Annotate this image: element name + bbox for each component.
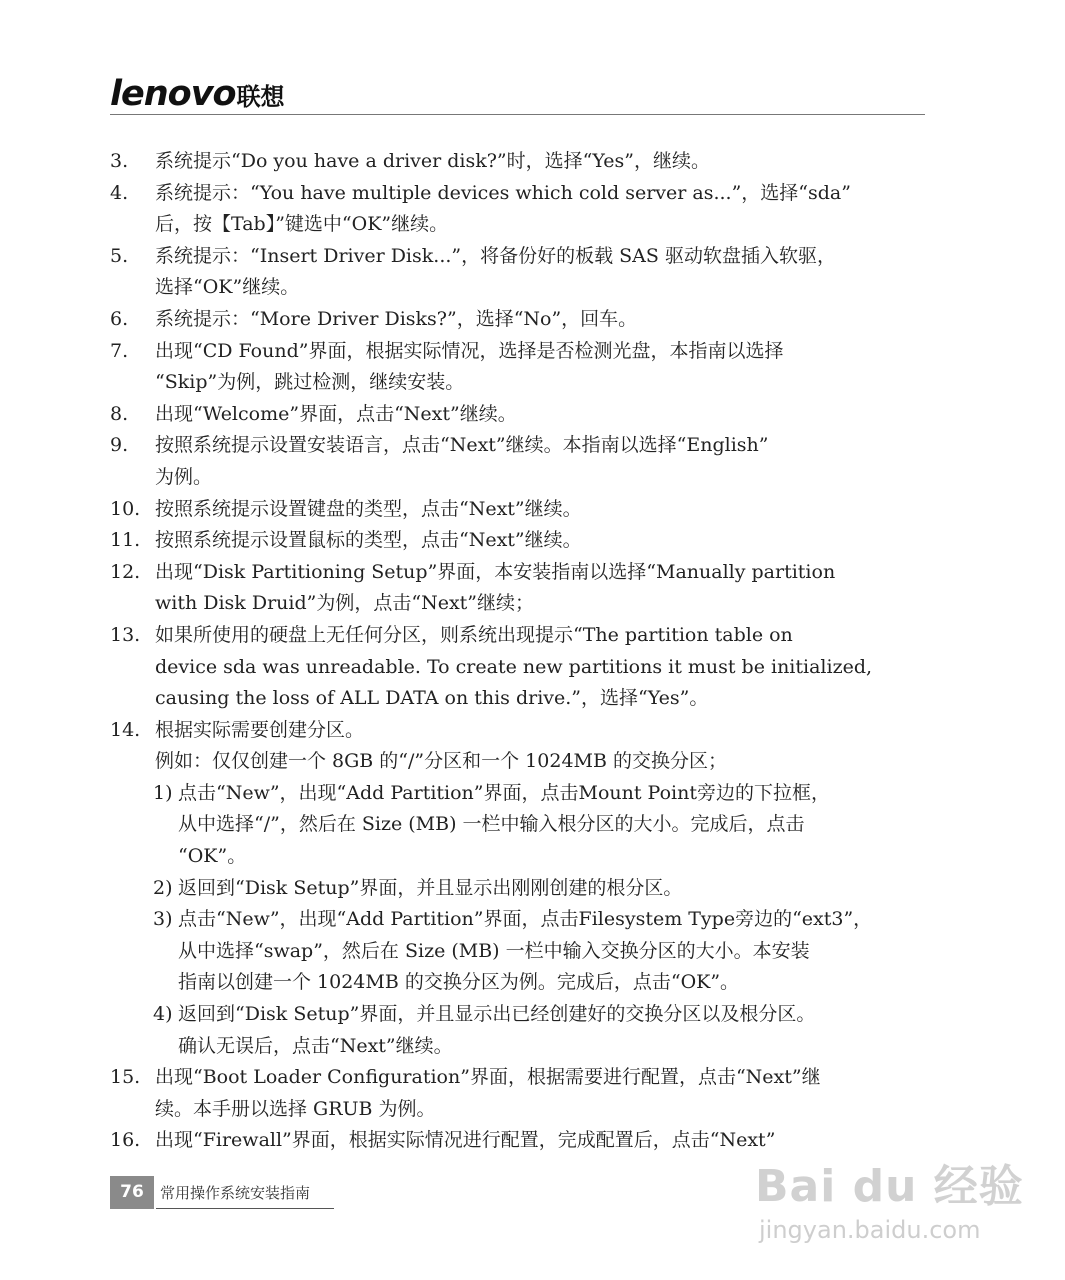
logo-brand-cn: 联想 — [236, 83, 285, 111]
sub-item — [153, 999, 927, 1062]
sub-item-text: 指南以创建一个 1024MB 的交换分区为例。完成后，点击“OK”。 — [178, 971, 740, 994]
list-item — [110, 336, 927, 399]
list-item — [110, 304, 927, 336]
footer-title: 常用操作系统安装指南 — [160, 1184, 311, 1202]
item-text: 续。本手册以选择 GRUB 为例。 — [155, 1097, 436, 1120]
item-text: 出现“Disk Partitioning Setup”界面，本安装指南以选择“Manually partition — [155, 560, 836, 583]
footer-rule — [156, 1208, 334, 1209]
item-text: 出现“CD Found”界面，根据实际情况，选择是否检测光盘，本指南以选择 — [155, 339, 784, 362]
item-text: 出现“Boot Loader Configuration”界面，根据需要进行配置，点击“Next”继 — [155, 1066, 821, 1089]
sub-item-text: “OK”。 — [178, 845, 247, 868]
logo-brand-latin: lenovo — [110, 74, 236, 114]
list-item — [110, 430, 927, 493]
item-number: 11. — [110, 529, 141, 552]
item-number: 9. — [110, 434, 129, 457]
item-text: 选择“OK”继续。 — [155, 276, 300, 299]
sub-item-text: 从中选择“/”，然后在 Size (MB) 一栏中输入根分区的大小。完成后，点击 — [178, 813, 805, 836]
sub-item-number: 3) — [153, 908, 173, 931]
item-text: 系统提示：“You have multiple devices which cold server as...”，选择“sda” — [155, 181, 851, 204]
item-text: “Skip”为例，跳过检测，继续安装。 — [155, 371, 465, 394]
item-text: 例如：仅仅创建一个 8GB 的“/”分区和一个 1024MB 的交换分区； — [155, 750, 727, 773]
watermark-text: Bai du 经验 — [755, 1161, 1024, 1212]
item-number: 7. — [110, 339, 129, 362]
watermark-url: jingyan.baidu.com — [759, 1216, 981, 1244]
sub-item — [153, 778, 927, 873]
item-number: 13. — [110, 623, 141, 646]
item-text: 系统提示“Do you have a driver disk?”时，选择“Yes”，继续。 — [155, 150, 710, 172]
sub-item-number: 4) — [153, 1003, 173, 1026]
list-item — [110, 1062, 927, 1125]
sub-item-text: 确认无误后，点击“Next”继续。 — [178, 1034, 453, 1057]
sub-item-number: 1) — [153, 781, 173, 804]
item-number: 6. — [110, 307, 129, 330]
sub-item — [153, 873, 927, 905]
item-text: 系统提示：“Insert Driver Disk...”，将备份好的板载 SAS 驱动软盘插入软驱， — [155, 244, 836, 267]
item-number: 4. — [110, 181, 129, 204]
item-number: 16. — [110, 1129, 141, 1152]
item-number: 3. — [110, 150, 129, 172]
list-item — [110, 399, 927, 431]
page-number: 76 — [110, 1176, 154, 1209]
item-number: 10. — [110, 497, 141, 520]
item-text: 出现“Firewall”界面，根据实际情况进行配置，完成配置后，点击“Next” — [155, 1129, 776, 1152]
item-text: 出现“Welcome”界面，点击“Next”继续。 — [155, 402, 517, 425]
sub-item-text: 点击“New”，出现“Add Partition”界面，点击Mount Point旁边的下拉框， — [178, 781, 830, 804]
baidu-watermark — [755, 1140, 1024, 1260]
item-text: 按照系统提示设置鼠标的类型，点击“Next”继续。 — [155, 529, 582, 552]
item-text: causing the loss of ALL DATA on this drive.”，选择“Yes”。 — [155, 687, 709, 710]
instruction-list — [110, 146, 927, 1157]
list-item — [110, 494, 927, 526]
item-number: 12. — [110, 560, 141, 583]
list-item — [110, 241, 927, 304]
item-text: 按照系统提示设置安装语言，点击“Next”继续。本指南以选择“English” — [155, 434, 769, 457]
list-item — [110, 557, 927, 620]
list-item — [110, 146, 927, 178]
item-text: device sda was unreadable. To create new partitions it must be initialized, — [155, 655, 873, 678]
item-text: 如果所使用的硬盘上无任何分区，则系统出现提示“The partition table on — [155, 623, 793, 646]
item-text: 按照系统提示设置键盘的类型，点击“Next”继续。 — [155, 497, 582, 520]
sub-item-number: 2) — [153, 876, 173, 899]
item-number: 8. — [110, 402, 129, 425]
item-text: 根据实际需要创建分区。 — [155, 718, 365, 741]
sub-item-text: 返回到“Disk Setup”界面，并且显示出刚刚创建的根分区。 — [178, 876, 683, 899]
item-number: 15. — [110, 1066, 141, 1089]
item-text: 为例。 — [155, 465, 213, 488]
item-number: 14. — [110, 718, 141, 741]
sub-item-text: 点击“New”，出现“Add Partition”界面，点击Filesystem Type旁边的“ext3”， — [178, 908, 873, 931]
sub-item-text: 从中选择“swap”，然后在 Size (MB) 一栏中输入交换分区的大小。本安装 — [178, 939, 810, 962]
list-item — [110, 620, 927, 715]
sub-item-text: 返回到“Disk Setup”界面，并且显示出已经创建好的交换分区以及根分区。 — [178, 1003, 816, 1026]
item-number: 5. — [110, 244, 129, 267]
item-text: with Disk Druid”为例，点击“Next”继续； — [155, 592, 535, 615]
item-text: 后，按【Tab】”键选中“OK”继续。 — [155, 213, 449, 236]
list-item — [110, 178, 927, 241]
list-item — [110, 525, 927, 557]
header-rule — [110, 114, 925, 115]
item-text: 系统提示：“More Driver Disks?”，选择“No”，回车。 — [155, 307, 638, 330]
lenovo-logo — [110, 74, 285, 114]
list-item — [110, 715, 927, 1063]
sub-item — [153, 904, 927, 999]
